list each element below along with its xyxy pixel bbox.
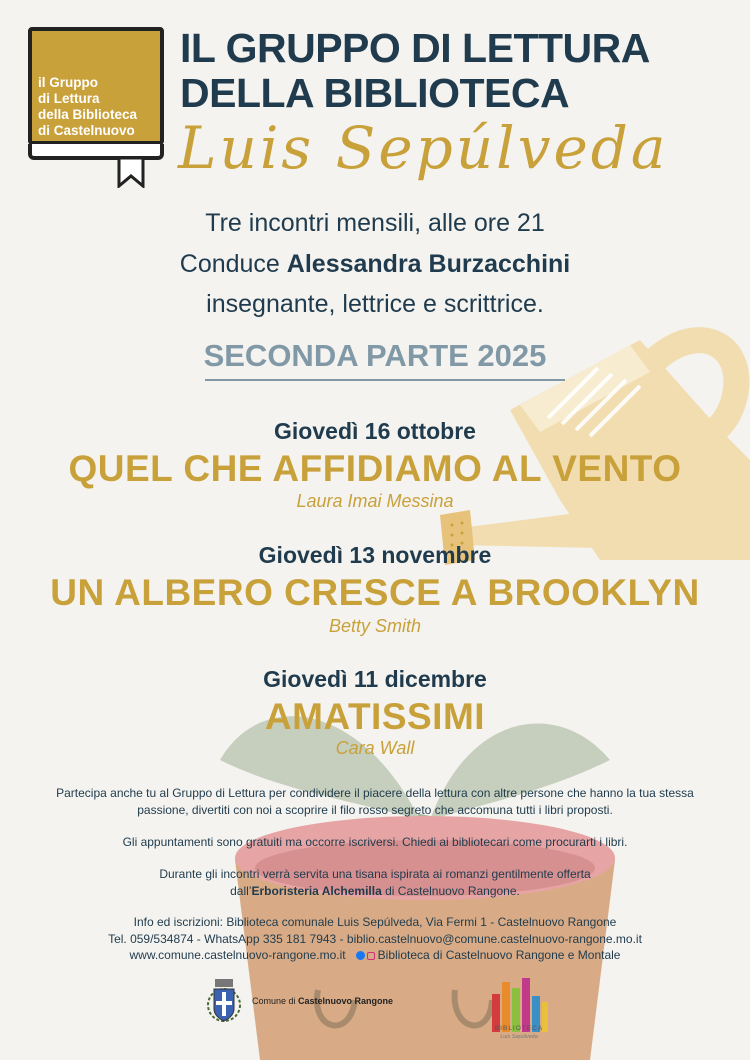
intro-conduce: Conduce [179,250,287,278]
comune-crest-icon [206,975,242,1027]
paragraph-free: Gli appuntamenti sono gratuiti ma occorre iscriversi. Chiedi ai bibliotecari come procurarti i libri. [122,835,628,849]
bookmark-icon [117,158,145,188]
facebook-icon[interactable] [356,951,365,960]
comune-name: Castelnuovo Rangone [298,996,394,1006]
host-name: Alessandra Burzacchini [286,250,571,278]
biblioteca-label: BIBLIOTECA [494,1025,544,1032]
intro-line-1: Tre incontri mensili, alle ore 21 [205,209,545,237]
event-1-date: Giovedì 16 ottobre [274,418,476,444]
contact-address: Info ed iscrizioni: Biblioteca comunale Luis Sepúlveda, Via Fermi 1 - Castelnuovo Rangone [133,915,617,929]
event-3-title: AMATISSIMI [264,696,486,737]
paragraph-tisana-line-1: Durante gli incontri verrà servita una tisana ispirata ai romanzi gentilmente offerta [159,867,591,881]
tisana-suffix: di Castelnuovo Rangone. [381,884,520,898]
comune-label [252,996,393,1006]
intro-line-3: insegnante, lettrice e scrittrice. [206,290,544,318]
event-3-author: Cara Wall [335,738,415,758]
paragraph-invite [40,785,710,819]
logo-line-3: della Biblioteca [38,107,138,122]
paragraph-invite-line-2: passione, divertiti con noi a scoprire il filo rosso segreto che accomuna tutti i libri proposti. [137,803,613,817]
logo-line-4: di Castelnuovo [38,123,135,138]
tisana-prefix: dall’ [230,884,252,898]
event-1-author: Laura Imai Messina [296,491,454,511]
script-name: Luis Sepúlveda [178,114,669,182]
erboristeria-name: Erboristeria Alchemilla [251,884,382,898]
logo-line-1: il Gruppo [38,75,98,90]
biblioteca-sub-label: Luis Sepúlveda [500,1034,538,1040]
contact-phone-email: Tel. 059/534874 - WhatsApp 335 181 7943 - biblio.castelnuovo@comune.castelnuovo-rangone.mo.it [108,931,642,946]
event-2-title: UN ALBERO CRESCE A BROOKLYN [50,572,700,613]
logo-text [38,75,163,139]
section-divider [205,379,565,381]
instagram-icon[interactable] [367,952,375,960]
social-handle: Biblioteca di Castelnuovo Rangone e Montale [377,948,621,962]
main-title-line-1: IL GRUPPO DI LETTURA [180,25,650,71]
logo-line-2: di Lettura [38,91,100,106]
event-3-date: Giovedì 11 dicembre [263,666,487,692]
section-title: SECONDA PARTE 2025 [203,338,547,373]
contact-web-social [40,947,710,964]
event-2-date: Giovedì 13 novembre [258,542,492,568]
comune-prefix: Comune di [252,996,299,1006]
intro-line-2 [0,250,750,279]
paragraph-tisana [40,866,710,900]
event-2-author: Betty Smith [328,616,422,636]
main-title-line-2: DELLA BIBLIOTECA [180,70,570,116]
contact-info [40,914,710,964]
event-1-title: QUEL CHE AFFIDIAMO AL VENTO [68,448,682,489]
paragraph-tisana-line-2 [40,883,710,900]
paragraph-invite-line-1: Partecipa anche tu al Gruppo di Lettura per condividere il piacere della lettura con altre persone che hanno la tua stessa [56,786,694,800]
website-link[interactable]: www.comune.castelnuovo-rangone.mo.it [129,948,346,962]
